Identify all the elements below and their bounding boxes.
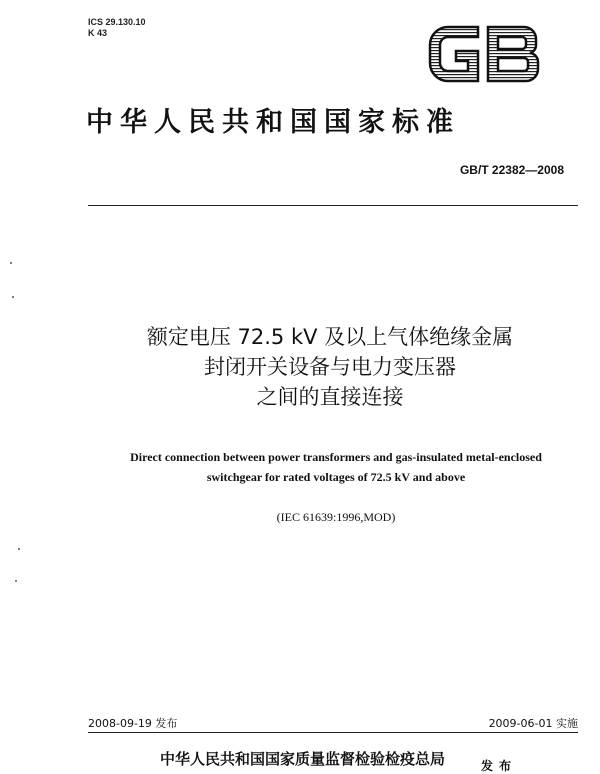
- chinese-title-line-2: 封闭开关设备与电力变压器: [204, 355, 456, 379]
- classification-codes: [88, 17, 146, 39]
- implementation-date: 2009-06-01 实施: [488, 717, 578, 730]
- scan-speck: [12, 296, 14, 298]
- issue-action: 发布: [481, 759, 518, 773]
- standard-number: GB/T 22382—2008: [459, 163, 564, 177]
- national-standard-title: 中华人民共和国国家标准: [86, 107, 460, 138]
- scan-speck: [18, 548, 20, 550]
- issue-date: 2008-09-19 发布: [88, 717, 178, 730]
- scan-speck: [15, 580, 17, 582]
- adoption-reference: (IEC 61639:1996,MOD): [276, 510, 396, 524]
- ccs-code: K 43: [88, 28, 108, 38]
- ics-code: ICS 29.130.10: [88, 17, 146, 27]
- bottom-divider: [88, 732, 578, 733]
- english-title-line-2: switchgear for rated voltages of 72.5 kV and above: [206, 470, 466, 484]
- chinese-title-line-1: 额定电压 72.5 kV 及以上气体绝缘金属: [146, 325, 514, 349]
- english-title-line-1: Direct connection between power transformers and gas-insulated metal-enclosed: [130, 450, 542, 464]
- top-divider: [88, 205, 578, 206]
- issuing-authority: 中华人民共和国国家质量监督检验检疫总局: [160, 750, 446, 768]
- chinese-title-line-3: 之间的直接连接: [256, 385, 404, 409]
- scan-speck: [10, 262, 12, 264]
- chinese-title: [60, 322, 600, 412]
- english-title: [76, 447, 596, 487]
- gb-logo-icon: [426, 23, 546, 85]
